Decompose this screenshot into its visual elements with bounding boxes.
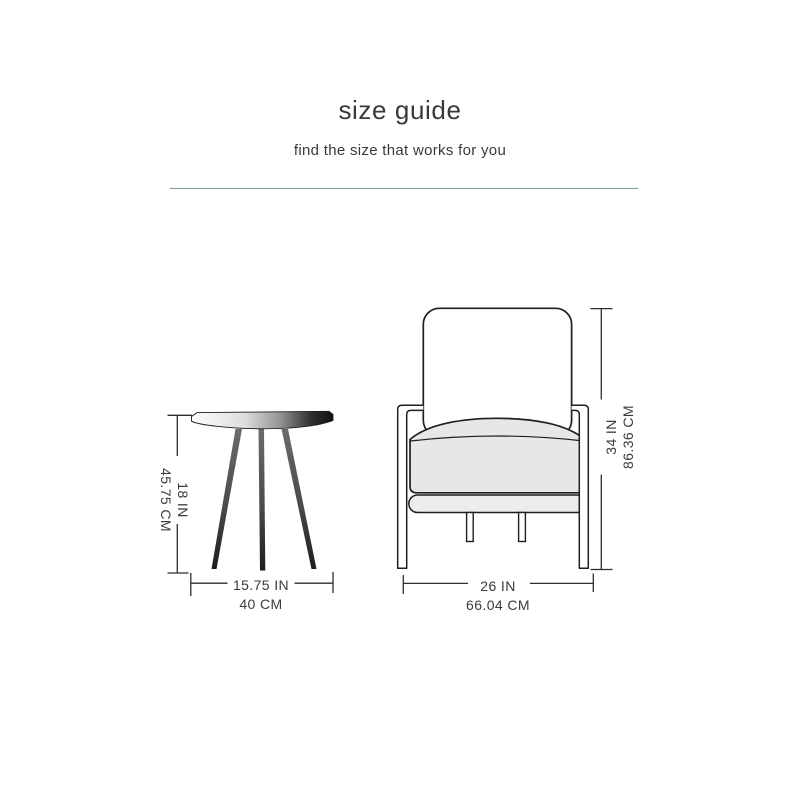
side-table-drawing <box>192 411 334 570</box>
chair-height-inches: 34 IN <box>603 419 619 455</box>
chair-front-rail <box>409 495 586 513</box>
page-title: size guide <box>338 95 462 125</box>
table-height-centimeters: 45.75 CM <box>158 468 174 532</box>
chair-height-centimeters: 86.36 CM <box>620 405 636 469</box>
chair-height-label <box>603 405 637 469</box>
chair-width-centimeters: 66.04 CM <box>466 597 530 613</box>
table-height-label <box>157 468 191 532</box>
table-leg-right <box>282 429 317 569</box>
chair-seat-cushion <box>410 418 585 493</box>
chair-width-inches: 26 IN <box>480 578 516 594</box>
chair-width-label <box>466 577 530 615</box>
chair-backrest <box>423 308 571 436</box>
table-height-inches: 18 IN <box>175 482 191 518</box>
table-leg-center <box>259 429 266 571</box>
table-width-label <box>233 576 289 614</box>
table-top <box>192 411 334 429</box>
chair-front-leg-left <box>467 513 474 542</box>
chair-drawing <box>398 308 589 568</box>
table-leg-left <box>212 429 243 569</box>
table-width-centimeters: 40 CM <box>239 596 283 612</box>
table-width-inches: 15.75 IN <box>232 577 290 593</box>
page-subtitle: find the size that works for you <box>293 142 507 159</box>
chair-front-leg-right <box>519 513 526 542</box>
table-dimension-lines <box>168 415 334 596</box>
